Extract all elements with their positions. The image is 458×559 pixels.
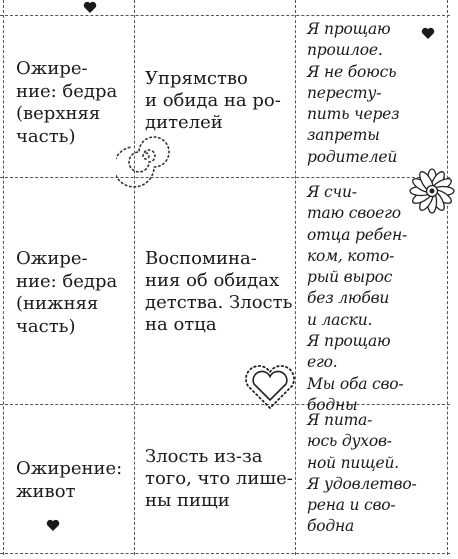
table-cell-affirmation	[307, 410, 419, 538]
heart-icon	[46, 519, 60, 532]
flower-ornament	[409, 168, 455, 214]
cause-text: Злость из-за того, что лише- ны пищи	[145, 446, 293, 511]
row-divider	[0, 553, 450, 554]
table-cell-cause	[145, 68, 293, 134]
cause-text: Воспомина- ния об обидах детства. Злость на отца	[145, 248, 293, 335]
affirmation-text: Я пита- юсь духов- ной пищей. Я удовлетво- рена и сво- бодна	[307, 411, 417, 536]
table-cell-cause	[145, 248, 293, 336]
table-cell-affirmation	[307, 182, 419, 416]
heart-icon	[83, 1, 97, 14]
body-part-text: Ожире- ние: бедра (нижняя часть)	[16, 248, 118, 337]
table-cell-body-part	[16, 458, 132, 503]
table-cell-body-part	[16, 58, 132, 148]
table-cell-cause	[145, 446, 293, 512]
column-divider	[134, 0, 135, 555]
table-cell-body-part	[16, 248, 132, 338]
row-divider	[0, 15, 450, 16]
heart-outline-ornament	[241, 360, 299, 414]
heart-icon	[421, 27, 435, 40]
column-divider	[295, 0, 296, 555]
affirmation-text: Я счи- таю своего отца ребен- ком, кото- рый вырос без любви и ласки. Я прощаю его. Мы оба сво- бодны	[307, 183, 407, 414]
row-divider	[0, 177, 450, 178]
spiral-ornament	[116, 126, 176, 188]
column-divider	[447, 0, 448, 555]
body-part-text: Ожирение: живот	[16, 458, 123, 502]
column-divider	[3, 0, 4, 555]
table-cell-affirmation	[307, 19, 419, 168]
body-part-text: Ожире- ние: бедра (верхняя часть)	[16, 58, 118, 147]
affirmation-text: Я прощаю прошлое. Я не боюсь пересту- пить через запреты родителей	[307, 20, 400, 166]
cause-text: Упрямство и обида на ро- дителей	[145, 68, 281, 133]
